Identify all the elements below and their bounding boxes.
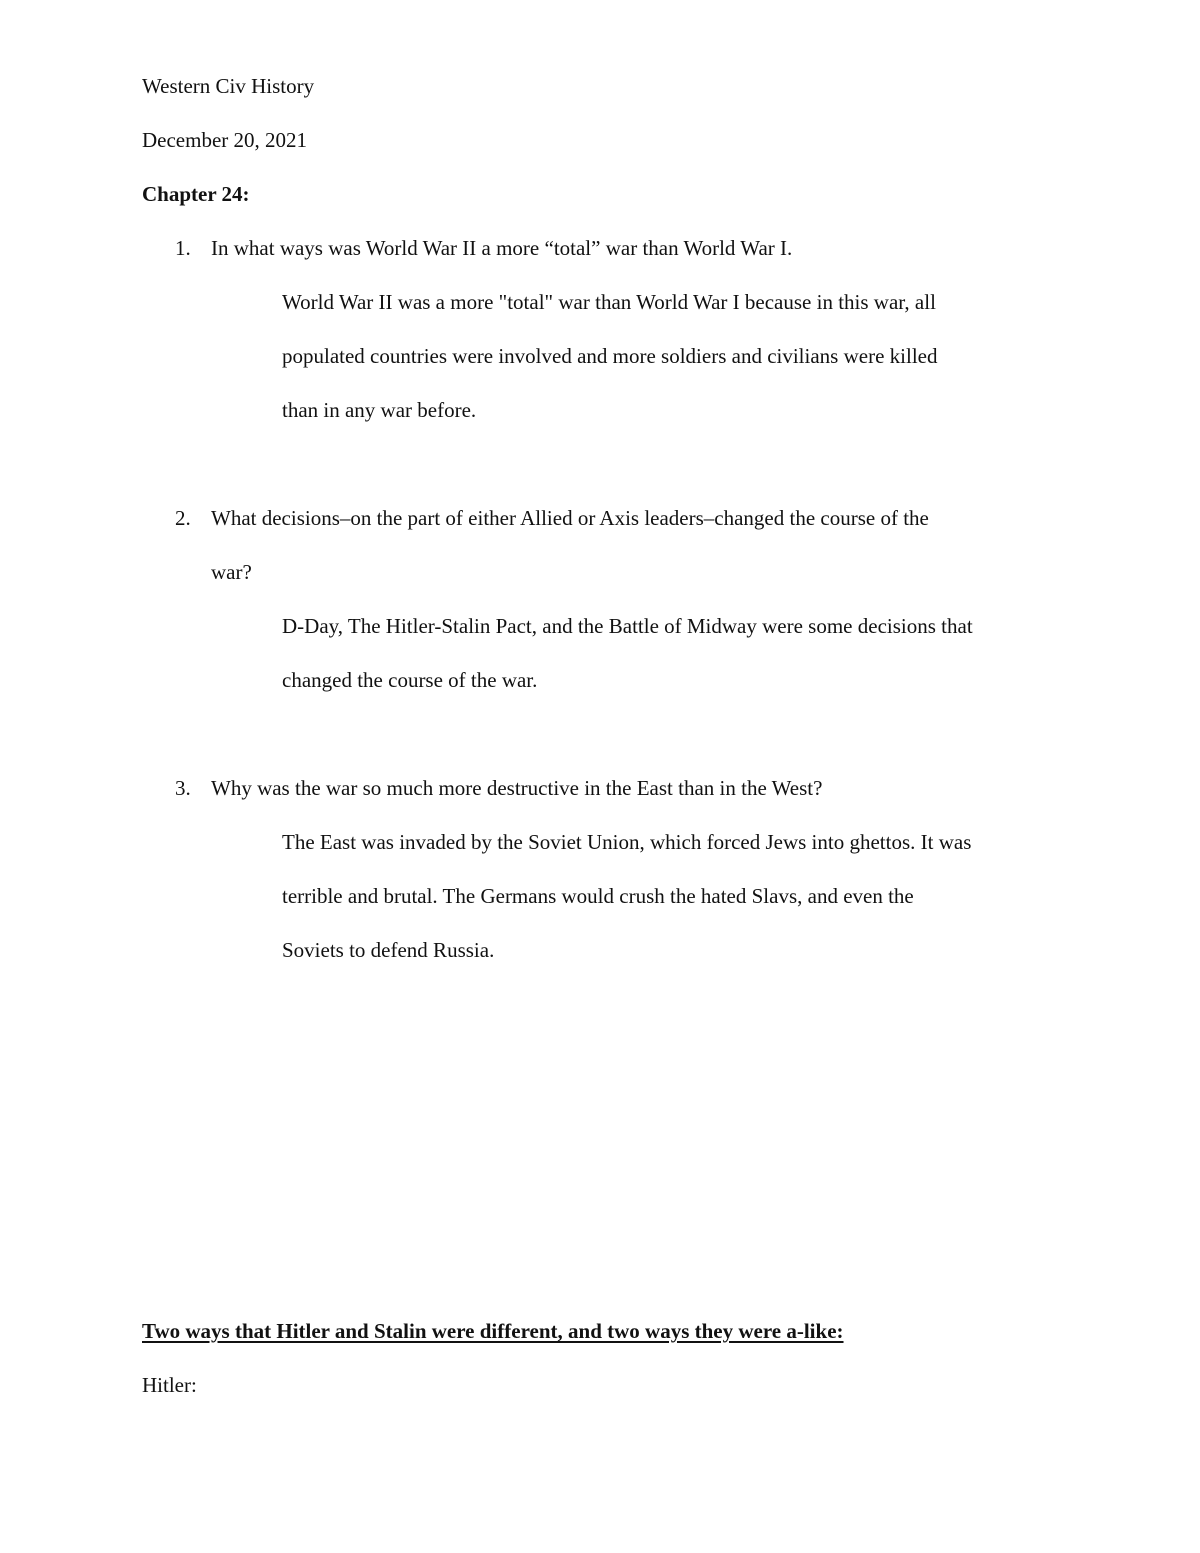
- answer-line: changed the course of the war.: [282, 668, 538, 692]
- answer-line: Soviets to defend Russia.: [282, 938, 495, 962]
- question-number: 2.: [175, 506, 191, 530]
- question-number: 1.: [175, 236, 191, 260]
- answer-line: World War II was a more "total" war than World War I because in this war, all: [282, 290, 936, 314]
- chapter-title: Chapter 24:: [142, 182, 250, 206]
- document-date: December 20, 2021: [142, 128, 308, 152]
- answer-line: terrible and brutal. The Germans would crush the hated Slavs, and even the: [282, 884, 914, 908]
- answer-line: than in any war before.: [282, 398, 477, 422]
- question-text: war?: [211, 560, 252, 584]
- hitler-label: Hitler:: [142, 1373, 197, 1397]
- question-text: Why was the war so much more destructive in the East than in the West?: [211, 776, 823, 800]
- question-text: In what ways was World War II a more “total” war than World War I.: [211, 236, 793, 260]
- comparison-heading: Two ways that Hitler and Stalin were different, and two ways they were a-like:: [142, 1319, 844, 1343]
- answer-line: D-Day, The Hitler-Stalin Pact, and the Battle of Midway were some decisions that: [282, 614, 973, 638]
- question-number: 3.: [175, 776, 191, 800]
- question-text: What decisions–on the part of either Allied or Axis leaders–changed the course of the: [211, 506, 929, 530]
- course-name: Western Civ History: [142, 74, 315, 98]
- answer-line: populated countries were involved and more soldiers and civilians were killed: [282, 344, 938, 368]
- answer-line: The East was invaded by the Soviet Union, which forced Jews into ghettos. It was: [282, 830, 972, 854]
